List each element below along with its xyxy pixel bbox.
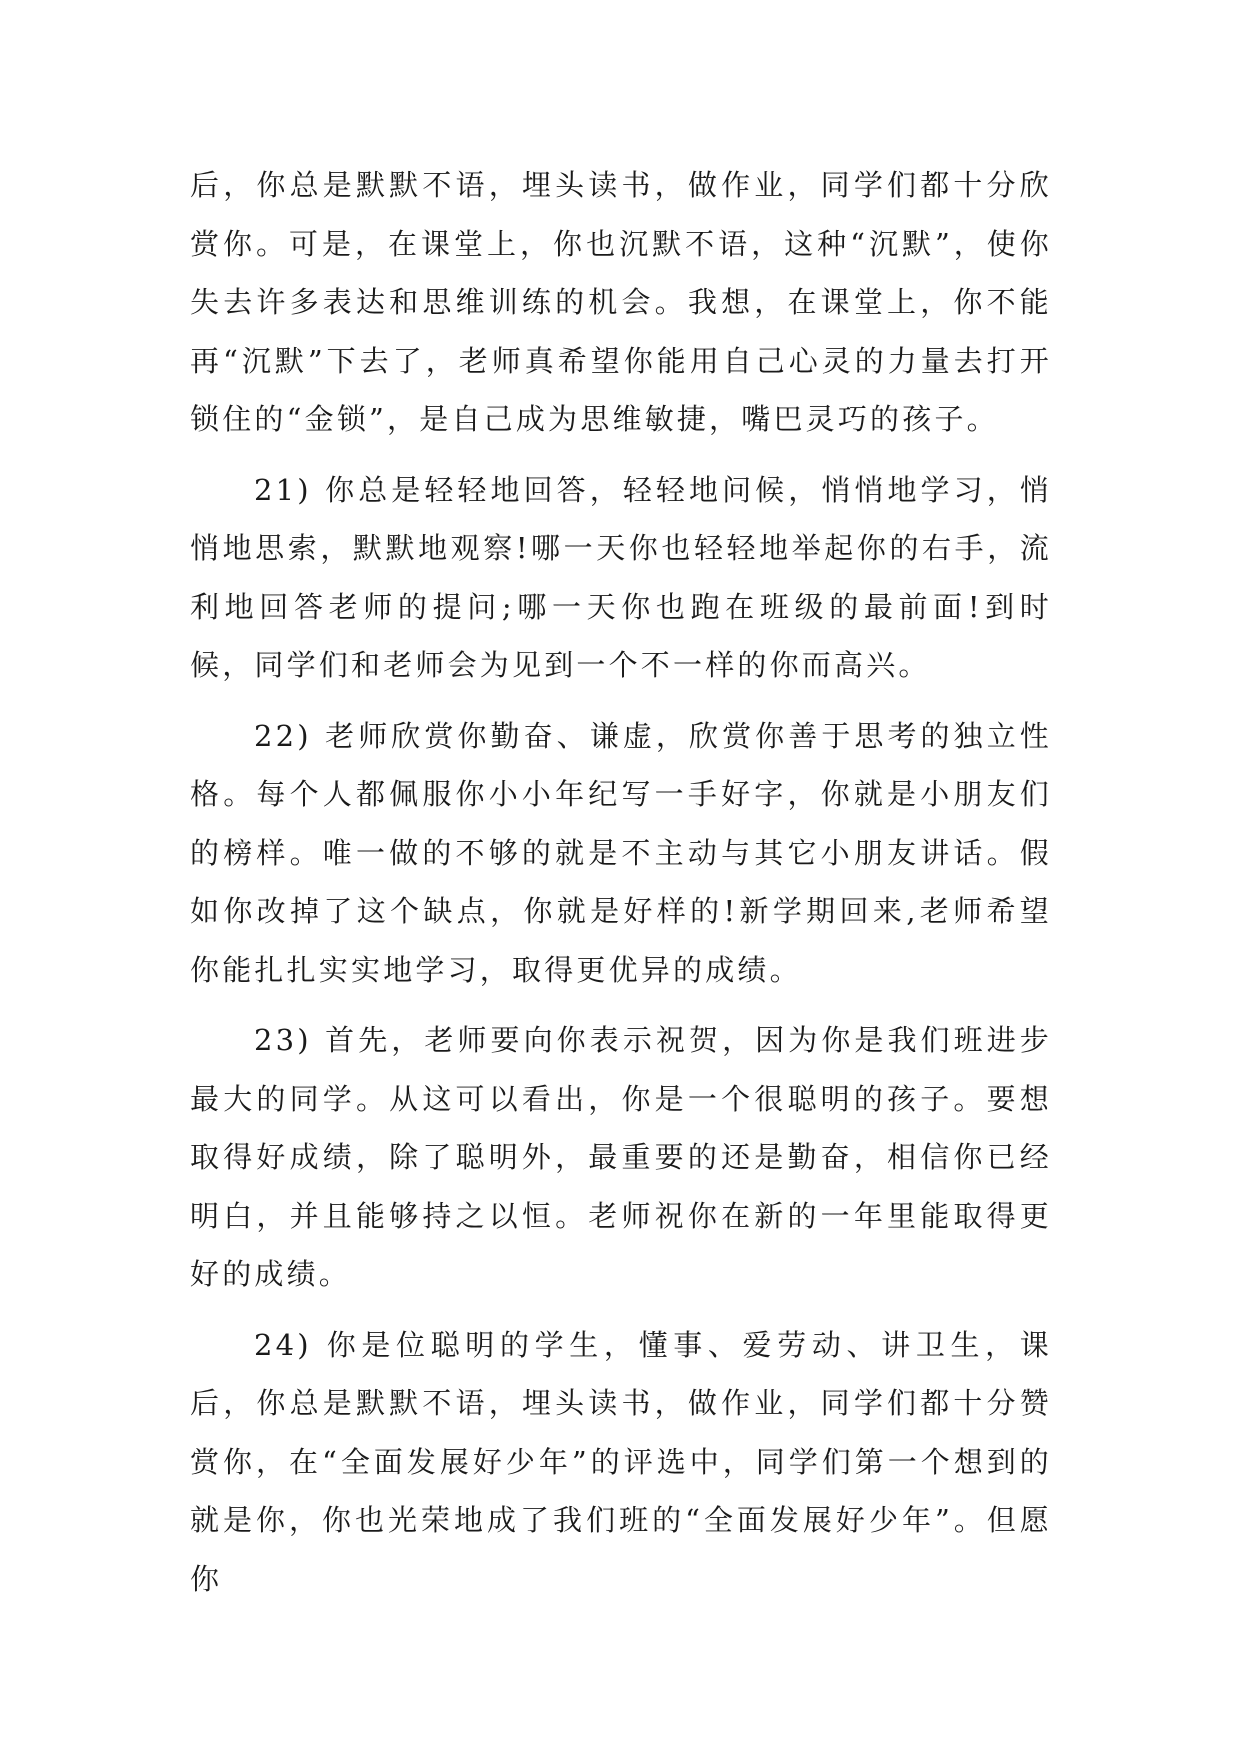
paragraph-continued: 后，你总是默默不语，埋头读书，做作业，同学们都十分欣赏你。可是，在课堂上，你也沉默不语，这种“沉默”，使你失去许多表达和思维训练的机会。我想，在课堂上，你不能再“沉默”下去了，老师真希望你能用自己心灵的力量去打开锁住的“金锁”，是自己成为思维敏捷，嘴巴灵巧的孩子。: [190, 168, 1052, 436]
paragraph-24: 24) 你是位聪明的学生，懂事、爱劳动、讲卫生，课后，你总是默默不语，埋头读书，做作业，同学们都十分赞赏你，在“全面发展好少年”的评选中，同学们第一个想到的就是你，你也光荣地成了我们班的“全面发展好少年”。但愿你: [190, 1327, 1052, 1596]
document-page: [190, 156, 1052, 1608]
paragraph-23: 23) 首先，老师要向你表示祝贺，因为你是我们班进步最大的同学。从这可以看出，你是一个很聪明的孩子。要想取得好成绩，除了聪明外，最重要的还是勤奋，相信你已经明白，并且能够持之以恒。老师祝你在新的一年里能取得更好的成绩。: [190, 1023, 1052, 1291]
paragraph-21: 21) 你总是轻轻地回答，轻轻地问候，悄悄地学习，悄悄地思索，默默地观察!哪一天你也轻轻地举起你的右手，流利地回答老师的提问;哪一天你也跑在班级的最前面!到时候，同学们和老师会为见到一个不一样的你而高兴。: [190, 472, 1052, 682]
paragraph-22: 22) 老师欣赏你勤奋、谦虚，欣赏你善于思考的独立性格。每个人都佩服你小小年纪写一手好字，你就是小朋友们的榜样。唯一做的不够的就是不主动与其它小朋友讲话。假如你改掉了这个缺点，你就是好样的!新学期回来,老师希望你能扎扎实实地学习，取得更优异的成绩。: [190, 718, 1052, 987]
